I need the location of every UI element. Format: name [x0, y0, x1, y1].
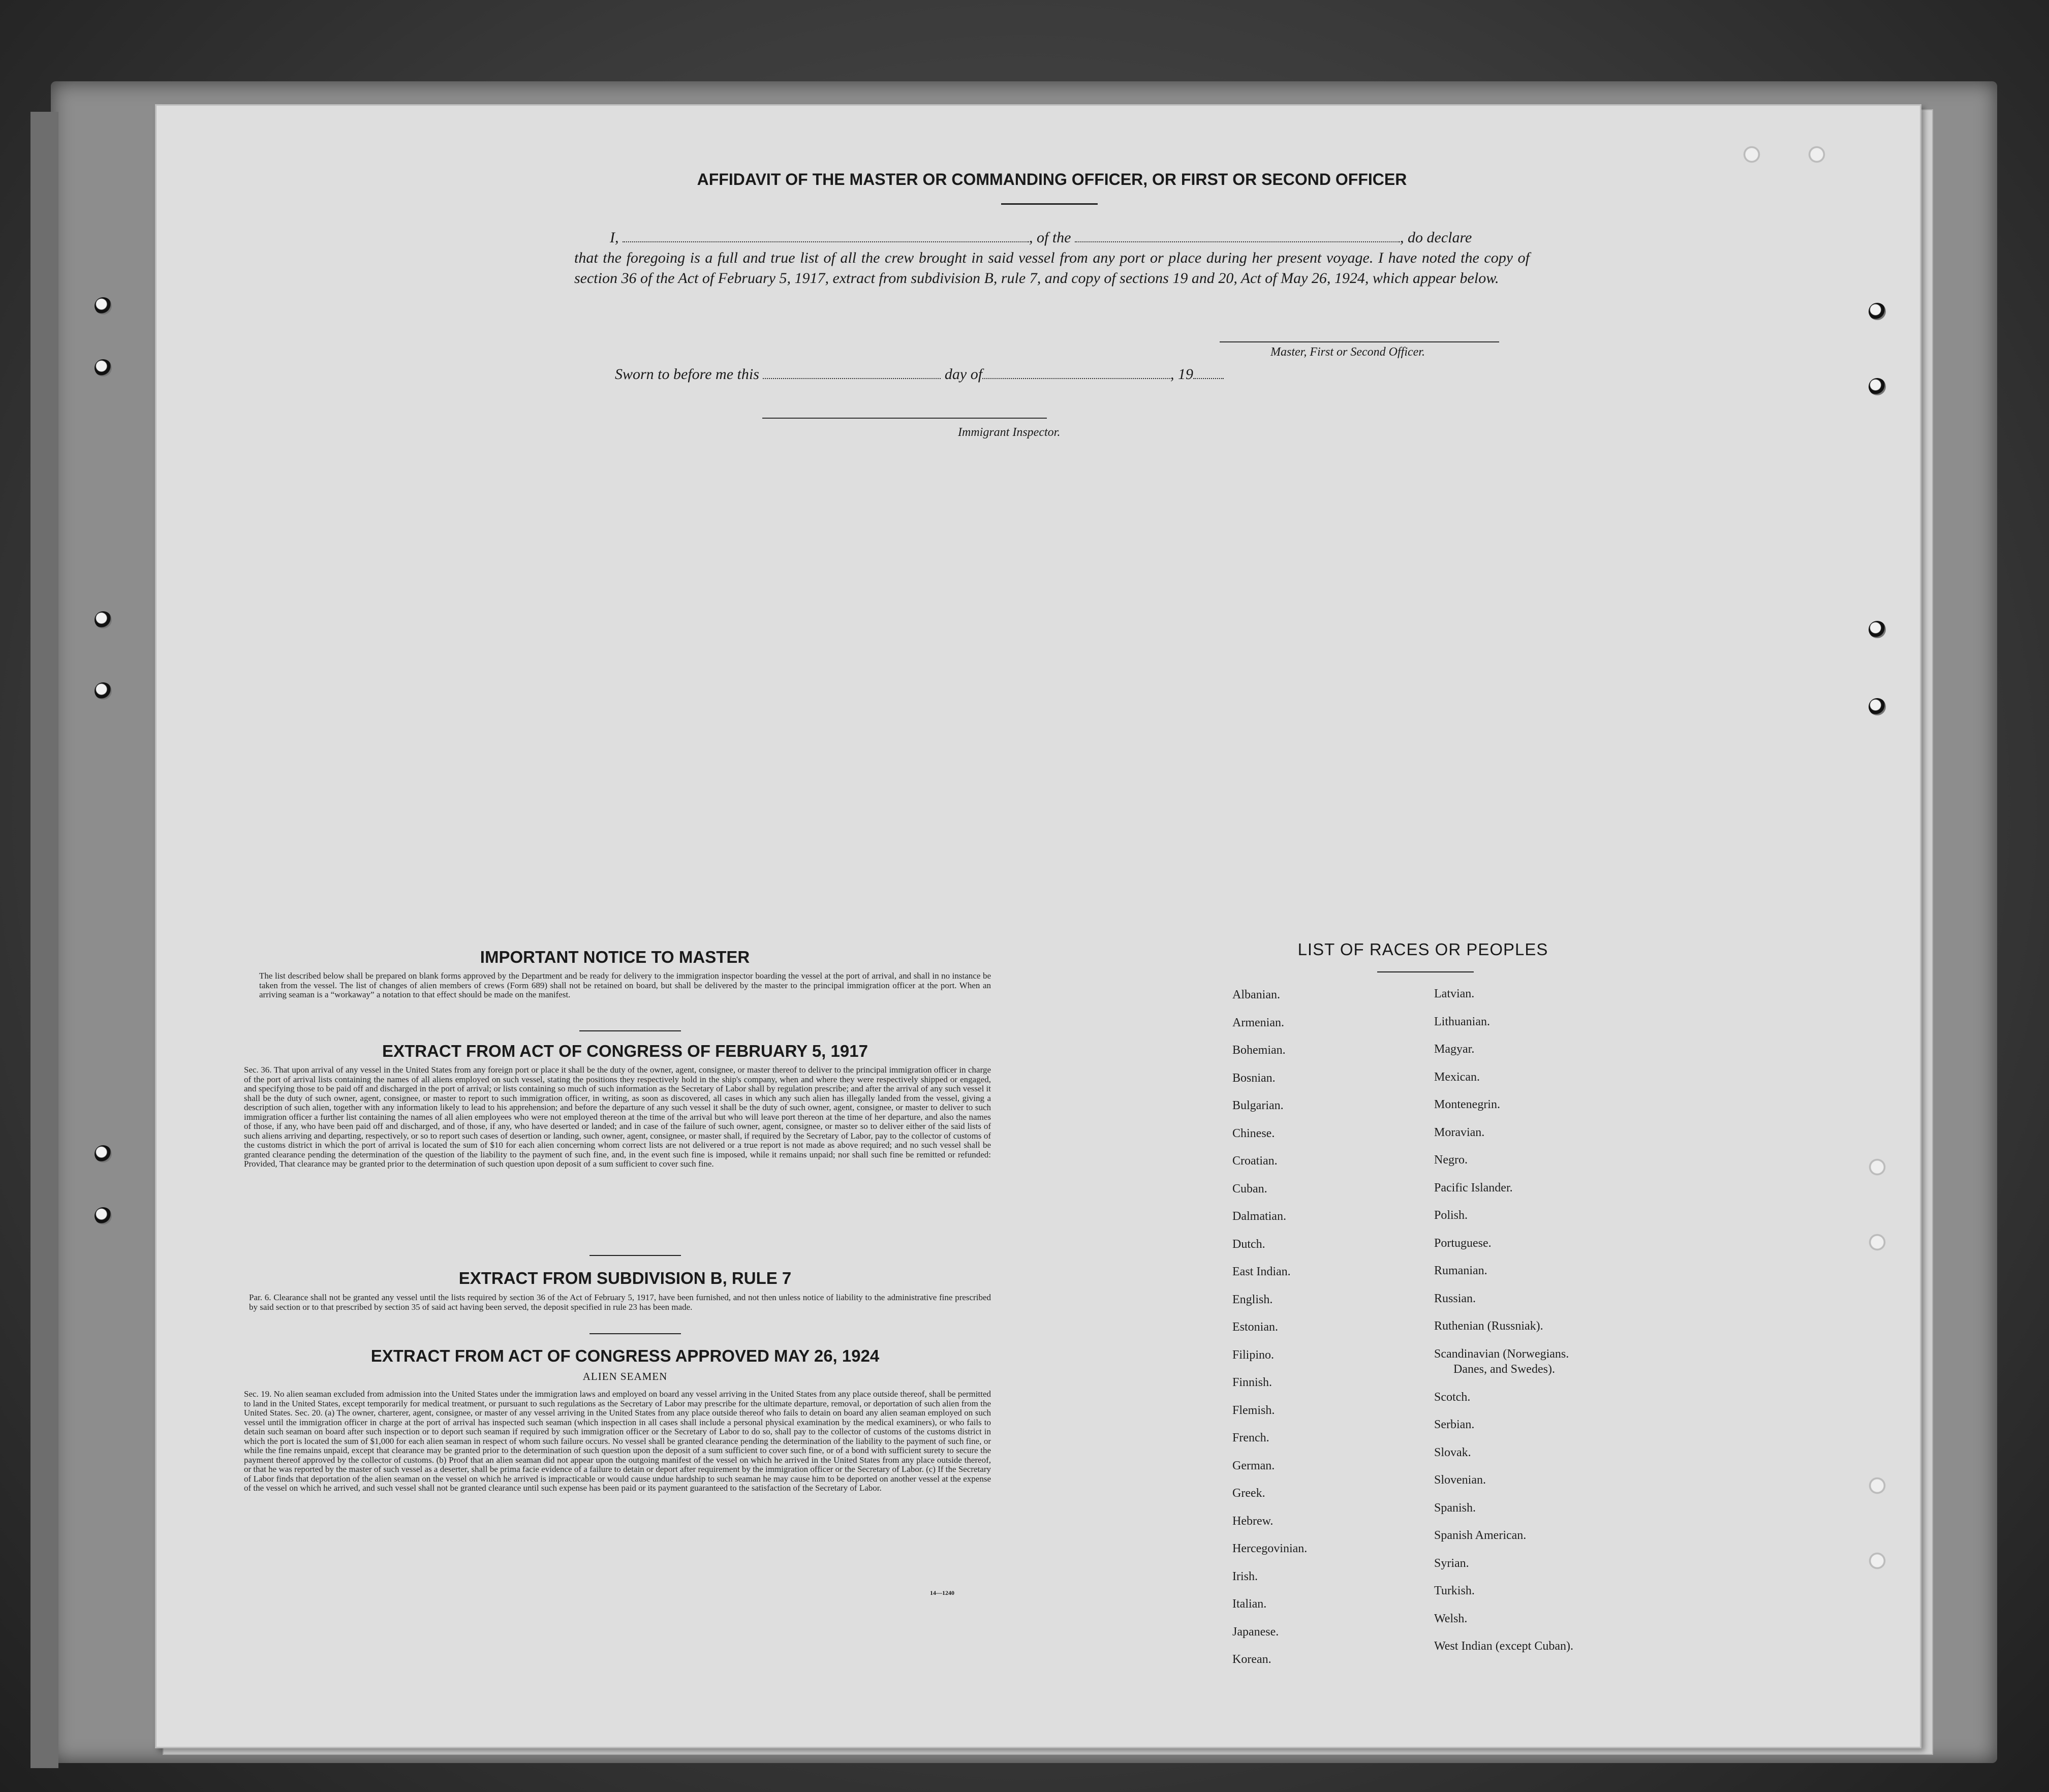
sworn-label: Sworn to before me this [615, 366, 759, 383]
race-item: Portuguese. [1434, 1236, 1492, 1250]
race-item: Greek. [1232, 1487, 1265, 1500]
binder-hole-icon [1808, 146, 1825, 163]
extract-1917-rule [589, 1255, 681, 1256]
binder-hole-icon [1869, 1552, 1886, 1569]
race-item: Korean. [1232, 1653, 1271, 1666]
race-item: Latvian. [1434, 987, 1475, 1000]
affidavit-declaration: that the foregoing is a full and true list of all the crew brought in said vessel from any port or place during her present voyage. I have noted the copy of section 36 of the Act of February 5, 1917, extract from subdivision B, rule 7, and copy of sections 19 and 20, Act of May 26, 1924, which appear below. [574, 249, 1530, 287]
affidavit-line1-start: I, [610, 229, 619, 246]
race-item: German. [1232, 1459, 1275, 1472]
sworn-year-field[interactable] [1193, 368, 1224, 379]
race-item: Russian. [1434, 1292, 1476, 1305]
race-item: Spanish. [1434, 1501, 1476, 1515]
race-item: East Indian. [1232, 1265, 1291, 1278]
binder-hole-icon [1743, 146, 1760, 163]
affidavit-title: AFFIDAVIT OF THE MASTER OR COMMANDING OFFICER, OR FIRST OR SECOND OFFICER [697, 170, 1407, 188]
race-item: Hercegovinian. [1232, 1542, 1308, 1555]
master-signature-line [1220, 341, 1499, 342]
races-title-rule [1377, 971, 1474, 972]
binder-hole-icon [1869, 303, 1886, 320]
affidavit-title-rule [1001, 203, 1098, 205]
race-item: Filipino. [1232, 1348, 1275, 1362]
binder-hole-icon [1869, 378, 1886, 395]
race-item: Turkish. [1434, 1584, 1475, 1597]
race-item: Rumanian. [1434, 1264, 1487, 1277]
extract-1924-title: EXTRACT FROM ACT OF CONGRESS APPROVED MAY 26, 1924 [370, 1346, 880, 1365]
binder-hole-icon [95, 611, 112, 628]
race-item: Pacific Islander. [1434, 1181, 1513, 1194]
extract-1917-title: EXTRACT FROM ACT OF CONGRESS OF FEBRUARY 5, 1917 [382, 1042, 868, 1060]
race-item: Dutch. [1232, 1237, 1265, 1251]
sworn-line [615, 366, 1224, 383]
notice-title: IMPORTANT NOTICE TO MASTER [480, 948, 750, 966]
race-item: Hebrew. [1232, 1514, 1274, 1528]
rule7-text: Par. 6. Clearance shall not be granted any vessel until the lists required by section 36 of the Act of February 5, 1917, have been furnished, and not then unless notice of liability to the administrative fine prescribed by said section or to that prescribed by section 35 of said act having been served, the deposit specified in rule 23 has been made. [249, 1293, 991, 1312]
race-item: Danes, and Swedes). [1453, 1363, 1555, 1376]
race-item: Ruthenian (Russniak). [1434, 1319, 1543, 1333]
race-item: Bosnian. [1232, 1071, 1276, 1085]
race-item: Lithuanian. [1434, 1015, 1490, 1028]
notice-rule [579, 1030, 681, 1031]
binder-hole-icon [95, 682, 112, 700]
race-item: Negro. [1434, 1153, 1468, 1167]
inspector-signature-line [762, 418, 1047, 419]
race-item: Spanish American. [1434, 1529, 1527, 1542]
extract-1924-text: Sec. 19. No alien seaman excluded from admission into the United States under the immigration laws and employed on board any vessel arriving in the United States from any place outside thereof, shall be permitted to land in the United States, except temporarily for medical treatment, or pursuant to such regulations as the Secretary of Labor may prescribe for the ultimate departure, removal, or deportation of such alien from the United States. Sec. 20. (a) The owner, charterer, agent, consignee, or master of any vessel arriving in the United States from any place outside thereof who fails to detain on board any alien seaman employed on such vessel until the immigration officer in charge at the port of arrival has inspected such seaman (which inspection in all cases shall include a personal physical examination by the medical examiners), or who fails to detain such seaman on board after such inspection or to deport such seaman if required by such immigration officer or the Secretary of Labor to do so, shall pay to the collector of customs of the customs district in which the port is located the sum of $1,000 for each alien seaman in respect of whom such failure occurs. No vessel shall be granted clearance pending the determination of the liability to the payment of such fine, or while the fine remains unpaid, except that clearance may be granted prior to the determination of such question upon the deposit of a sum sufficient to cover such fine, or of a bond with sufficient surety to secure the payment thereof approved by the collector of customs. (b) Proof that an alien seaman did not appear upon the outgoing manifest of the vessel on which he arrived in the United States from any place outside thereof, or that he was reported by the master of such vessel as a deserter, shall be prima facie evidence of a failure to detain or deport after requirement by the immigration officer or the Secretary of Labor. (c) If the Secretary of Labor finds that deportation of the alien seaman on the vessel on which he arrived is impracticable or would cause undue hardship to such seaman he may cause him to be deported on another vessel at the expense of the vessel on which he arrived, and such vessel shall not be granted clearance until such expense has been paid or its payment guaranteed to the satisfaction of the Secretary of Labor. [244, 1389, 991, 1493]
race-item: Scotch. [1434, 1390, 1471, 1404]
binder-hole-icon [1869, 1158, 1886, 1176]
binder-hole-icon [95, 297, 112, 315]
race-item: Dalmatian. [1232, 1210, 1286, 1223]
rule7-rule [589, 1333, 681, 1334]
race-item: West Indian (except Cuban). [1434, 1640, 1573, 1653]
race-item: Flemish. [1232, 1403, 1275, 1417]
inspector-label: Immigrant Inspector. [958, 426, 1061, 439]
race-item: Slovak. [1434, 1445, 1471, 1459]
manifest-page [155, 104, 1921, 1748]
race-item: Scandinavian (Norwegians. [1434, 1347, 1569, 1361]
race-item: Syrian. [1434, 1556, 1469, 1570]
race-item: Japanese. [1232, 1625, 1279, 1639]
sworn-day-label: day of [944, 366, 983, 383]
extract-1924-subtitle: ALIEN SEAMEN [582, 1370, 668, 1382]
binder-hole-icon [1869, 621, 1886, 638]
race-item: Albanian. [1232, 988, 1280, 1001]
sworn-month-field[interactable] [982, 368, 1170, 379]
master-name-field[interactable] [623, 231, 1029, 242]
race-item: Cuban. [1232, 1182, 1267, 1196]
affidavit-line1-end: , do declare [1400, 229, 1472, 246]
race-item: English. [1232, 1293, 1273, 1306]
race-item: Croatian. [1232, 1154, 1278, 1168]
race-item: Moravian. [1434, 1125, 1485, 1139]
affidavit-body [574, 228, 1530, 289]
race-item: Italian. [1232, 1597, 1267, 1611]
race-item: Armenian. [1232, 1016, 1284, 1029]
race-item: Bohemian. [1232, 1044, 1286, 1057]
race-item: Irish. [1232, 1569, 1258, 1583]
rule7-title: EXTRACT FROM SUBDIVISION B, RULE 7 [458, 1269, 792, 1287]
binder-hole-icon [1869, 698, 1886, 715]
binder-edge [30, 112, 58, 1768]
race-item: French. [1232, 1431, 1269, 1444]
race-item: Mexican. [1434, 1070, 1480, 1084]
race-item: Montenegrin. [1434, 1098, 1500, 1111]
race-item: Polish. [1434, 1209, 1468, 1222]
race-item: Bulgarian. [1232, 1099, 1284, 1112]
race-item: Chinese. [1232, 1126, 1275, 1140]
master-signature-label: Master, First or Second Officer. [1270, 345, 1425, 359]
race-item: Finnish. [1232, 1376, 1272, 1389]
race-item: Serbian. [1434, 1418, 1475, 1431]
sworn-day-field[interactable] [763, 368, 941, 379]
extract-1917-text: Sec. 36. That upon arrival of any vessel in the United States from any foreign port or place it shall be the duty of the owner, agent, consignee, or master thereof to deliver to the principal immigration officer in charge of the port of arrival lists containing the names of all aliens employed on such vessel, stating the positions they respectively hold in the ship's company, when and where they were respectively shipped or engaged, and specifying those to be paid off and discharged in the port of arrival; or lists containing so much of such information as the Secretary of Labor shall by regulation prescribe; and after the arrival of any such vessel it shall be the duty of such owner, agent, consignee, or master to report to such immigration officer, in writing, as soon as discovered, all cases in which any such alien has illegally landed from the vessel, giving a description of such alien, together with any information likely to lead to his apprehension; and before the departure of any such vessel it shall be the duty of such owner, agent, consignee, or master to deliver to such immigration officer a further list containing the names of all alien employees who were not employed thereon at the time of the arrival but who will leave port thereon at the time of her departure, and also the names of those, if any, who have been paid off and discharged, and of those, if any, who have deserted or landed; and in case of the failure of such owner, agent, consignee, or master so to deliver either of the said lists of such aliens arriving and departing, respectively, or so to report such cases of desertion or landing, such owner, agent, consignee, or master shall, if required by the Secretary of Labor, pay to the collector of customs of the customs district in which the port of arrival is located the sum of $10 for each alien concerning whom correct lists are not delivered or a true report is not made as above required; and no such vessel shall be granted clearance pending the determination of the question of the liability to the payment of such fine, and, in the event such fine is imposed, while it remains unpaid; nor shall such fine be remitted or refunded: Provided, That clearance may be granted prior to the determination of such question upon deposit of a sum sufficient to cover such fine. [244, 1065, 991, 1169]
binder-hole-icon [95, 1145, 112, 1162]
races-title: LIST OF RACES OR PEOPLES [1297, 940, 1548, 959]
form-number: 14—1240 [930, 1589, 954, 1596]
affidavit-line1-mid: , of the [1029, 229, 1071, 246]
race-item: Welsh. [1434, 1612, 1468, 1625]
binder-hole-icon [95, 1207, 112, 1224]
notice-text: The list described below shall be prepared on blank forms approved by the Department and be ready for delivery to the immigration inspector boarding the vessel at the port of arrival, and shall in no instance be taken from the vessel. The list of changes of alien members of crews (Form 689) shall not be retained on board, but shall be delivered by the master to the principal immigration officer at the port. When an arriving seaman is a “workaway” a notation to that effect should be made on the manifest. [259, 971, 991, 999]
sworn-year-label: , 19 [1170, 366, 1194, 383]
binder-hole-icon [1869, 1477, 1886, 1494]
race-item: Estonian. [1232, 1321, 1278, 1334]
race-item: Magyar. [1434, 1043, 1475, 1056]
binder-hole-icon [1869, 1234, 1886, 1251]
binder-hole-icon [95, 359, 112, 376]
race-item: Slovenian. [1434, 1473, 1486, 1487]
vessel-name-field[interactable] [1075, 231, 1400, 242]
